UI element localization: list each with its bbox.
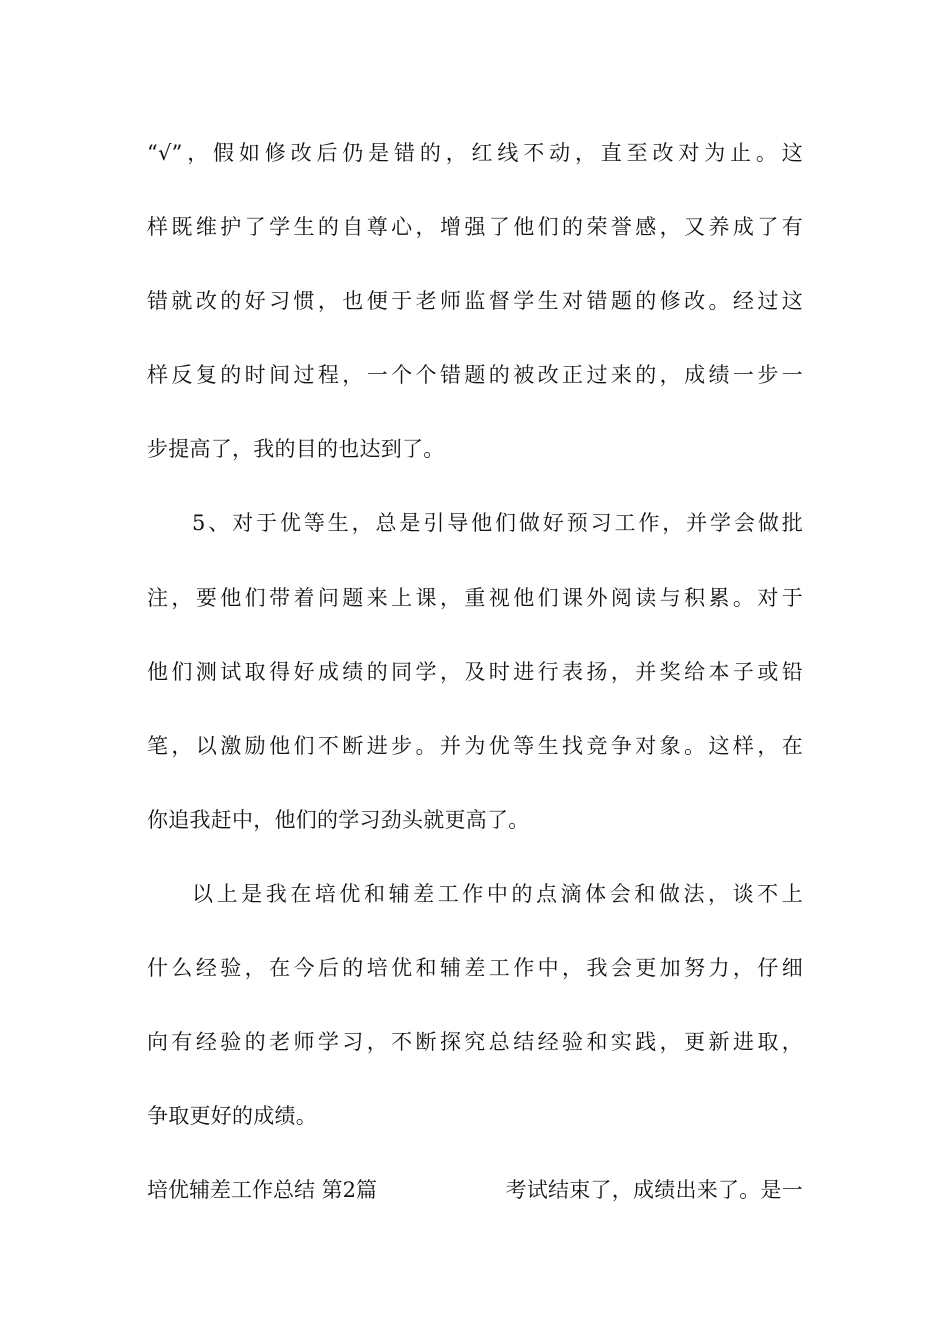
paragraph-3-line-2: 什么经验，在今后的培优和辅差工作中，我会更加努力，仔细 bbox=[147, 956, 803, 980]
paragraph-2-line-3: 他们测试取得好成绩的同学，及时进行表扬，并奖给本子或铅 bbox=[147, 660, 803, 684]
paragraph-2-line-2: 注，要他们带着问题来上课，重视他们课外阅读与积累。对于 bbox=[147, 586, 803, 610]
section-heading bbox=[147, 1175, 803, 1205]
paragraph-1-line-2: 样既维护了学生的自尊心，增强了他们的荣誉感，又养成了有 bbox=[147, 215, 803, 239]
paragraph-1-line-1: “√”，假如修改后仍是错的，红线不动，直至改对为止。这 bbox=[147, 141, 803, 165]
section-intro-text: 考试结束了，成绩出来了。是一 bbox=[505, 1178, 803, 1202]
paragraph-3-line-4: 争取更好的成绩。 bbox=[147, 1104, 317, 1128]
paragraph-3-line-3: 向有经验的老师学习，不断探究总结经验和实践，更新进取， bbox=[147, 1030, 803, 1054]
paragraph-2-line-1: 5、对于优等生，总是引导他们做好预习工作，并学会做批 bbox=[192, 511, 803, 535]
paragraph-2-line-5: 你追我赶中，他们的学习劲头就更高了。 bbox=[147, 808, 530, 832]
paragraph-3-line-1: 以上是我在培优和辅差工作中的点滴体会和做法，谈不上 bbox=[192, 882, 803, 906]
paragraph-1-line-5: 步提高了，我的目的也达到了。 bbox=[147, 437, 445, 461]
paragraph-1-line-4: 样反复的时间过程，一个个错题的被改正过来的，成绩一步一 bbox=[147, 363, 803, 387]
paragraph-2-line-4: 笔，以激励他们不断进步。并为优等生找竞争对象。这样，在 bbox=[147, 734, 803, 758]
paragraph-1-line-3: 错就改的好习惯，也便于老师监督学生对错题的修改。经过这 bbox=[147, 289, 803, 313]
section-title: 培优辅差工作总结 第2篇 bbox=[147, 1178, 378, 1202]
